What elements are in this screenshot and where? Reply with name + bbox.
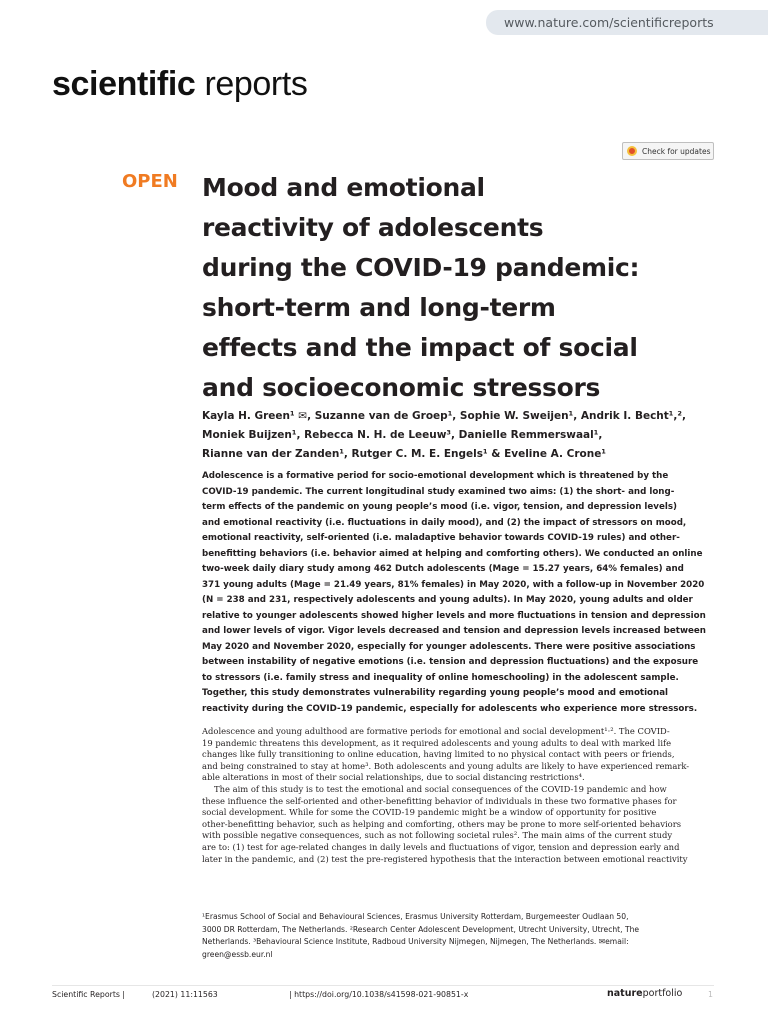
footnote-line: Netherlands. ³Behavioural Science Institute, Radboud University Nijmegen, Nijmegen, The Netherlands. ✉email:: [202, 937, 629, 946]
body-line: with possible negative consequences, such as not following societal rules². The main aims of the current study: [202, 830, 673, 841]
body-line: Adolescence and young adulthood are formative periods for emotional and social development¹·². The COVID-: [202, 726, 670, 736]
article-title: [202, 168, 672, 408]
body-line: able alterations in most of their social relationships, due to social distancing restrictions⁴.: [202, 772, 585, 783]
body-text: [202, 726, 722, 865]
author-list: [202, 407, 722, 464]
publisher-logo-light: portfolio: [642, 988, 683, 999]
abstract-line: two-week daily diary study among 462 Dutch adolescents (Mage = 15.27 years, 64% females) and: [202, 564, 684, 574]
title-line: reactivity of adolescents: [202, 213, 544, 242]
footnote-line: 3000 DR Rotterdam, The Netherlands. ²Research Center Adolescent Development, Utrecht University, Utrecht, The: [202, 924, 640, 934]
abstract-line: reactivity during the COVID-19 pandemic, especially for adolescents who experience more stressors.: [202, 703, 698, 714]
abstract-line: to stressors (i.e. family stress and inequality of online homeschooling) in the adolescent sample.: [202, 672, 679, 683]
journal-logo-bold: scientific: [52, 65, 196, 103]
journal-url[interactable]: www.nature.com/scientificreports: [486, 10, 768, 35]
footer-divider: [52, 985, 714, 986]
abstract-line: COVID-19 pandemic. The current longitudinal study examined two aims: (1) the short- and long-: [202, 486, 675, 497]
abstract-line: Adolescence is a formative period for socio-emotional development which is threatened by the: [202, 471, 669, 481]
author-line[interactable]: Kayla H. Green¹ ✉, Suzanne van de Groep¹, Sophie W. Sweijen¹, Andrik I. Becht¹,²,: [202, 410, 686, 422]
title-line: short-term and long-term: [202, 293, 556, 322]
affiliations-footnote: [202, 911, 722, 961]
body-line: The aim of this study is to test the emotional and social consequences of the COVID-19 pandemic and how: [214, 783, 667, 794]
journal-logo-light: reports: [204, 65, 308, 103]
body-line: these influence the self-oriented and other-benefitting behavior of individuals in these two formative phases for: [202, 795, 677, 806]
footer-journal: Scientific Reports |: [52, 990, 126, 999]
body-line: other-benefitting behavior, such as helping and comforting, others may be prone to more self-oriented behaviors: [202, 818, 682, 829]
journal-logo: [52, 65, 307, 104]
abstract-line: benefitting behaviors (i.e. behavior aimed at helping and comforting others). We conducted an online: [202, 548, 703, 559]
body-line: 19 pandemic threatens this development, as it required adolescents and young adults to deal with marked life: [202, 737, 672, 748]
abstract-line: emotional reactivity, self-oriented (i.e. maladaptive behavior towards COVID-19 rules) and other-: [202, 533, 680, 543]
title-line: Mood and emotional: [202, 173, 485, 202]
body-line: are to: (1) test for age-related changes in daily levels and fluctuations of vigor, tension and depression early and: [202, 841, 680, 852]
body-line: social development. While for some the COVID-19 pandemic might be a window of opportunity for positive: [202, 807, 657, 818]
abstract-line: and emotional reactivity (i.e. fluctuations in daily mood), and (2) the impact of stressors on mood,: [202, 517, 687, 528]
abstract-line: term effects of the pandemic on young people’s mood (i.e. vigor, tension, and depression levels): [202, 502, 677, 512]
title-line: during the COVID-19 pandemic:: [202, 253, 640, 282]
author-line[interactable]: Rianne van der Zanden¹, Rutger C. M. E. Engels¹ & Eveline A. Crone¹: [202, 448, 606, 460]
check-for-updates-label: Check for updates: [642, 146, 711, 156]
author-line[interactable]: Moniek Buijzen¹, Rebecca N. H. de Leeuw³, Danielle Remmerswaal¹,: [202, 429, 603, 441]
body-line: later in the pandemic, and (2) test the pre-registered hypothesis that the interaction between emotional reactivity: [202, 853, 688, 864]
body-line: and being constrained to stay at home³. Both adolescents and young adults are likely to have experienced remark-: [202, 760, 690, 771]
abstract-line: 371 young adults (Mage = 21.49 years, 81% females) in May 2020, with a follow-up in November 2020: [202, 579, 705, 590]
footnote-line: ¹Erasmus School of Social and Behavioural Sciences, Erasmus University Rotterdam, Burgemeester Oudlaan 50,: [202, 912, 629, 921]
title-line: effects and the impact of social: [202, 333, 638, 362]
abstract-line: between instability of negative emotions (i.e. tension and depression fluctuations) and the exposure: [202, 657, 699, 667]
title-line: and socioeconomic stressors: [202, 373, 601, 402]
abstract-line: Together, this study demonstrates vulnerability regarding young people’s mood and emotional: [202, 688, 669, 698]
crossmark-icon: [627, 146, 637, 156]
abstract-line: and lower levels of vigor. Vigor levels decreased and tension and depression levels increased between: [202, 626, 706, 636]
publisher-logo-bold: nature: [607, 988, 643, 999]
publisher-logo: [607, 988, 682, 999]
open-access-label: OPEN: [122, 171, 178, 192]
footnote-line[interactable]: green@essb.eur.nl: [202, 949, 273, 959]
footer-doi-link[interactable]: | https://doi.org/10.1038/s41598-021-90851-x: [289, 990, 469, 999]
check-for-updates-button[interactable]: [622, 142, 714, 160]
abstract-line: May 2020 and November 2020, especially for younger adolescents. There were positive associations: [202, 641, 696, 652]
abstract: [202, 469, 720, 717]
abstract-line: relative to younger adolescents showed higher levels and more fluctuations in tension and depression: [202, 610, 706, 621]
page-footer: [52, 990, 714, 1004]
abstract-line: (N = 238 and 231, respectively adolescents and young adults). In May 2020, young adults and older: [202, 595, 693, 605]
footer-volume: (2021) 11:11563: [152, 990, 218, 999]
page-number: 1: [708, 990, 713, 999]
body-line: changes like fully transitioning to online education, having limited to no physical contact with peers or friends,: [202, 749, 675, 760]
